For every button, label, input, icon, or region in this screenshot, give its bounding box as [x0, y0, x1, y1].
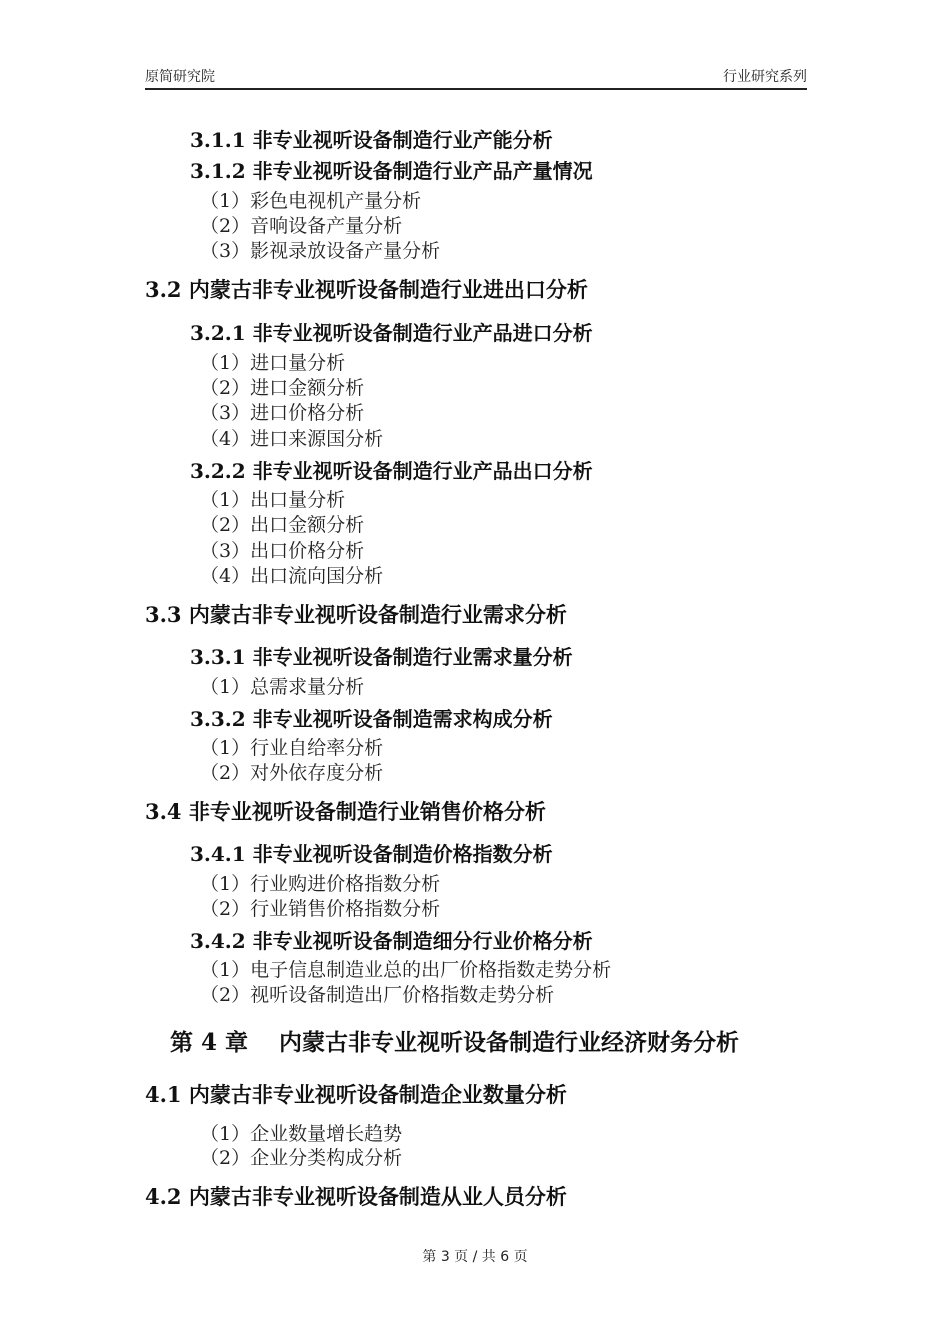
toc-item: （2）对外依存度分析	[200, 762, 384, 784]
toc-item: （2）进口金额分析	[200, 377, 365, 399]
toc-item: （1）出口量分析	[200, 489, 346, 511]
toc-item: （2）出口金额分析	[200, 514, 365, 536]
toc-section-3-3: 3.3 内蒙古非专业视听设备制造行业需求分析	[145, 602, 567, 627]
toc-entry-3-1-2: 3.1.2 非专业视听设备制造行业产品产量情况	[190, 159, 593, 183]
toc-entry-3-3-1: 3.3.1 非专业视听设备制造行业需求量分析	[190, 645, 573, 669]
toc-section-4-2: 4.2 内蒙古非专业视听设备制造从业人员分析	[145, 1184, 567, 1209]
toc-item: （1）进口量分析	[200, 352, 346, 374]
toc-item: （4）进口来源国分析	[200, 428, 384, 450]
toc-entry-3-2-2: 3.2.2 非专业视听设备制造行业产品出口分析	[190, 459, 593, 483]
toc-item: （2）行业销售价格指数分析	[200, 898, 441, 920]
toc-item: （3）影视录放设备产量分析	[200, 240, 441, 262]
toc-entry-3-3-2: 3.3.2 非专业视听设备制造需求构成分析	[190, 707, 553, 731]
page-number: 第 3 页 / 共 6 页	[422, 1249, 528, 1265]
toc-section-3-2: 3.2 内蒙古非专业视听设备制造行业进出口分析	[145, 277, 588, 302]
toc-item: （2）视听设备制造出厂价格指数走势分析	[200, 984, 555, 1006]
toc-item: （1）电子信息制造业总的出厂价格指数走势分析	[200, 959, 612, 981]
page-header	[145, 66, 807, 90]
toc-chapter-4: 第 4 章 内蒙古非专业视听设备制造行业经济财务分析	[170, 1029, 740, 1056]
toc-item: （1）行业购进价格指数分析	[200, 873, 441, 895]
toc-entry-3-2-1: 3.2.1 非专业视听设备制造行业产品进口分析	[190, 321, 593, 345]
toc-item: （1）企业数量增长趋势	[200, 1123, 403, 1145]
toc-entry-3-4-2: 3.4.2 非专业视听设备制造细分行业价格分析	[190, 929, 593, 953]
toc-item: （1）彩色电视机产量分析	[200, 190, 422, 212]
toc-entry-3-1-1: 3.1.1 非专业视听设备制造行业产能分析	[190, 128, 553, 152]
header-org-name: 原简研究院	[145, 69, 215, 85]
toc-item: （3）出口价格分析	[200, 540, 365, 562]
toc-entry-3-4-1: 3.4.1 非专业视听设备制造价格指数分析	[190, 842, 553, 866]
toc-section-4-1: 4.1 内蒙古非专业视听设备制造企业数量分析	[145, 1082, 567, 1107]
toc-item: （1）行业自给率分析	[200, 737, 384, 759]
header-series-name: 行业研究系列	[723, 69, 807, 85]
toc-item: （2）音响设备产量分析	[200, 215, 403, 237]
toc-item: （2）企业分类构成分析	[200, 1147, 403, 1169]
toc-item: （1）总需求量分析	[200, 676, 365, 698]
toc-section-3-4: 3.4 非专业视听设备制造行业销售价格分析	[145, 799, 546, 824]
toc-item: （3）进口价格分析	[200, 402, 365, 424]
toc-item: （4）出口流向国分析	[200, 565, 384, 587]
